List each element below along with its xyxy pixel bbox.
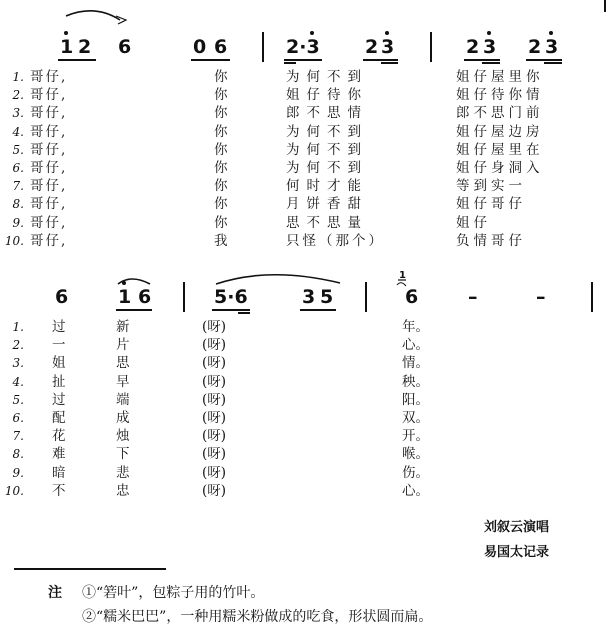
lyric: 哥仔, (30, 196, 68, 213)
lyric: 情。 (402, 355, 429, 372)
lyric: 姐 (52, 355, 66, 372)
verse-number: 1. (12, 70, 24, 84)
lyric: (呀) (202, 428, 227, 445)
lyric: 姐仔哥仔 (456, 196, 526, 213)
lyric: 阳。 (402, 391, 429, 408)
footnote-2: ②“糯米巴巴”，一种用糯米粉做成的吃食，形状圆而扁。 (82, 609, 433, 625)
lyric: 姐仔 (456, 214, 491, 231)
verse-number: 4. (12, 124, 24, 139)
verse-number: 2. (12, 338, 24, 353)
verse-number: 6. (12, 161, 24, 176)
lyric: 姐仔屋里在 (456, 141, 544, 158)
note: 6 (55, 286, 69, 308)
lyric: 姐仔待你 (286, 87, 368, 104)
note: 1 (118, 286, 132, 308)
lyric: (呀) (202, 337, 227, 354)
lyric: 月饼香甜 (286, 196, 368, 213)
lyrics2-col-d (402, 318, 429, 500)
note: 5·6 (214, 286, 248, 308)
lyric: 一 (52, 337, 66, 354)
lyric: 你 (214, 87, 228, 104)
lyric: 姐仔身洞入 (456, 160, 544, 177)
verse-number: 10. (4, 483, 24, 498)
note: 0 (193, 36, 207, 58)
lyric: 烛 (116, 428, 130, 445)
grace-note: 1 (399, 270, 406, 281)
lyric: 为何不到 (286, 69, 368, 85)
verse-number: 1. (12, 320, 24, 334)
note: 3 (302, 286, 316, 308)
note: 6 (405, 286, 419, 308)
lyric: 哥仔, (30, 214, 68, 231)
lyric: 成 (116, 410, 130, 427)
verse-number: 10. (4, 233, 24, 248)
lyric: 你 (214, 141, 228, 158)
verse-number: 3. (12, 356, 24, 371)
lyric: 你 (214, 214, 228, 231)
lyric: 姐仔屋边房 (456, 123, 544, 140)
lyric: 伤。 (402, 464, 429, 481)
verse-number: 5. (12, 392, 24, 407)
lyric: 过 (52, 319, 66, 335)
verse-number: 7. (12, 179, 24, 194)
note: – (536, 286, 546, 308)
lyric: 你 (214, 196, 228, 213)
lyric: 你 (214, 123, 228, 140)
lyric: 负情哥仔 (456, 232, 526, 249)
lyric: (呀) (202, 410, 227, 427)
lyric: 心。 (402, 482, 429, 499)
lyric: 姐仔待你情 (456, 87, 544, 104)
lyric: 喉。 (402, 446, 429, 463)
singer-credit: 刘叙云演唱 (484, 520, 550, 535)
lyric: (呀) (202, 464, 227, 481)
lyric: 思不思量 (286, 214, 368, 231)
lyric: 早 (116, 373, 130, 390)
note: 2·3 (286, 36, 320, 58)
lyric: 端 (116, 391, 130, 408)
footnote-label: 注 (48, 585, 62, 601)
note: 2 (466, 36, 480, 58)
lyric: 哥仔, (30, 160, 68, 177)
lyric: 配 (52, 410, 66, 427)
lyric: 为何不到 (286, 123, 368, 140)
verse-number: 3. (12, 106, 24, 121)
lyrics2-col-c (202, 318, 226, 500)
lyric: 难 (52, 446, 66, 463)
lyric: 暗 (52, 464, 66, 481)
lyric: 心。 (402, 337, 429, 354)
note: 3 (483, 36, 497, 58)
lyric: 为何不到 (286, 141, 368, 158)
lyric: (呀) (202, 373, 227, 390)
verse-number: 8. (12, 447, 24, 462)
lyric: (呀) (202, 319, 227, 335)
lyric: 哥仔, (30, 141, 68, 158)
verse-number: 9. (12, 465, 24, 480)
lyric: 哥仔, (30, 232, 68, 249)
note: 6 (214, 36, 228, 58)
note: 2 (365, 36, 379, 58)
lyric: 哥仔, (30, 123, 68, 140)
lyric: (呀) (202, 391, 227, 408)
lyric: 开。 (402, 428, 429, 445)
note: – (468, 286, 478, 308)
note: 2 (528, 36, 542, 58)
lyric: 你 (214, 160, 228, 177)
verse-number: 9. (12, 215, 24, 230)
note: 2 (78, 36, 92, 58)
lyric: 花 (52, 428, 66, 445)
lyric: 郎不思情 (286, 105, 368, 122)
note: 6 (118, 36, 132, 58)
lyric: 我 (214, 232, 228, 249)
lyric: 郎不思门前 (456, 105, 544, 122)
lyric: 双。 (402, 410, 429, 427)
lyric: 哥仔, (30, 105, 68, 122)
lyric: 哥仔, (30, 87, 68, 104)
note: 3 (545, 36, 559, 58)
lyric: 过 (52, 391, 66, 408)
verse-number: 8. (12, 197, 24, 212)
lyric: 你 (214, 178, 228, 195)
verse-number: 5. (12, 142, 24, 157)
lyric: 何时才能 (286, 178, 368, 195)
lyric: 哥仔, (30, 178, 68, 195)
lyric: (呀) (202, 482, 227, 499)
footnote-1: ①“箬叶”，包粽子用的竹叶。 (82, 585, 265, 601)
lyric: 片 (116, 337, 130, 354)
verse-number: 4. (12, 374, 24, 389)
lyric: 新 (116, 319, 130, 335)
verse-number: 2. (12, 88, 24, 103)
lyric: 秧。 (402, 373, 429, 390)
footnote-rule (14, 568, 166, 570)
recorder-credit: 易国太记录 (484, 545, 550, 560)
verse-numbers-2 (0, 318, 24, 500)
note: 3 (381, 36, 395, 58)
lyric: 你 (214, 69, 228, 85)
verse-number: 7. (12, 429, 24, 444)
lyric: 忠 (116, 482, 130, 499)
lyric: (呀) (202, 446, 227, 463)
lyric: 姐仔屋里你 (456, 69, 544, 85)
lyric: (呀) (202, 355, 227, 372)
lyric: 下 (116, 446, 130, 463)
lyric: 不 (52, 482, 66, 499)
verse-number: 6. (12, 411, 24, 426)
note: 5 (320, 286, 334, 308)
note: 6 (138, 286, 152, 308)
lyric: 悲 (116, 464, 130, 481)
lyric: 哥仔, (30, 69, 68, 85)
lyrics2-col-a (52, 318, 66, 500)
lyric: 年。 (402, 319, 429, 335)
lyric: 只怪（那个） (286, 232, 385, 249)
lyrics2-col-b (116, 318, 130, 500)
note: 1 (60, 36, 74, 58)
lyric: 思 (116, 355, 130, 372)
lyric: 扯 (52, 373, 66, 390)
lyric: 等到实一 (456, 178, 526, 195)
lyric: 为何不到 (286, 160, 368, 177)
lyric: 你 (214, 105, 228, 122)
